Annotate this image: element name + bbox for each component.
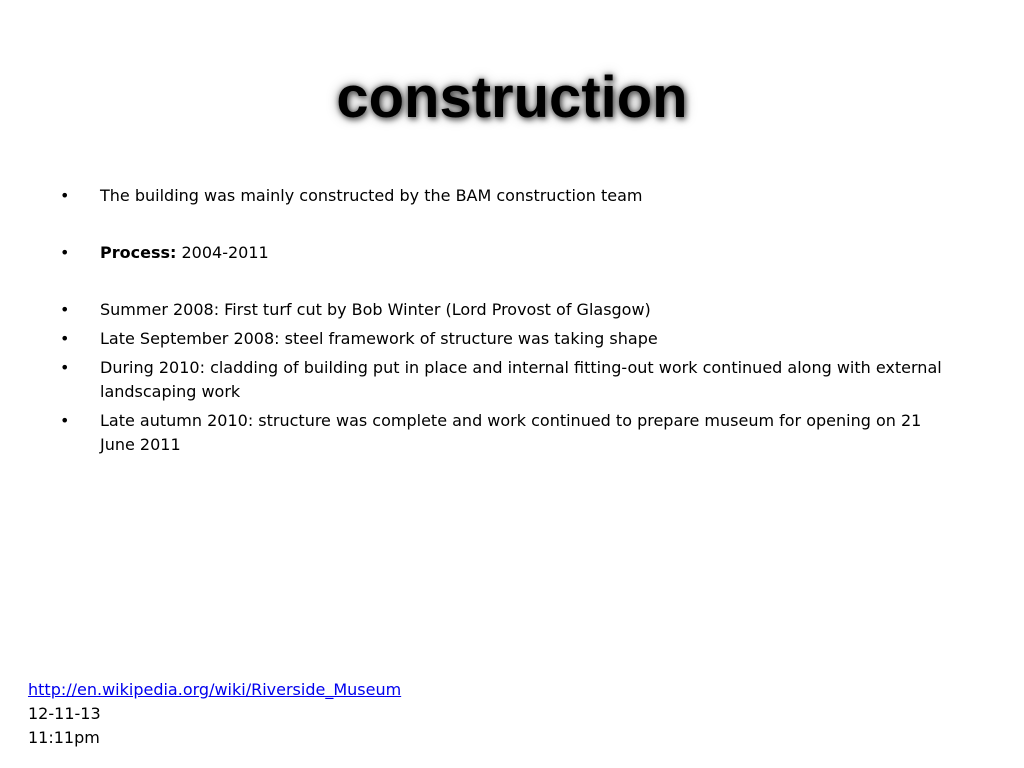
bullet-text: 2004-2011	[176, 243, 269, 262]
bullet-item	[60, 356, 960, 404]
bullet-glyph: •	[60, 186, 70, 205]
bullet-text: The building was mainly constructed by the BAM construction team	[100, 186, 643, 205]
bullet-glyph: •	[60, 329, 70, 348]
footer	[28, 678, 401, 750]
bullet-list	[60, 184, 960, 462]
bullet-item	[60, 327, 960, 351]
bullet-text: Late September 2008: steel framework of structure was taking shape	[100, 329, 658, 348]
footer-time: 11:11pm	[28, 728, 100, 747]
source-link[interactable]: http://en.wikipedia.org/wiki/Riverside_Museum	[28, 680, 402, 699]
bullet-item	[60, 298, 960, 322]
bullet-item	[60, 409, 960, 457]
bullet-label: Process:	[100, 243, 177, 262]
footer-date: 12-11-13	[28, 704, 101, 723]
slide-title: construction	[336, 65, 688, 130]
bullet-item	[60, 241, 960, 265]
bullet-text: Summer 2008: First turf cut by Bob Winter (Lord Provost of Glasgow)	[100, 300, 651, 319]
bullet-text: During 2010: cladding of building put in place and internal fitting-out work continued along with external landscaping work	[100, 358, 942, 401]
bullet-glyph: •	[60, 300, 70, 319]
bullet-text: Late autumn 2010: structure was complete and work continued to prepare museum for opening on 21 June 2011	[100, 411, 922, 454]
bullet-glyph: •	[60, 243, 70, 262]
bullet-item	[60, 184, 960, 208]
bullet-glyph: •	[60, 358, 70, 377]
bullet-glyph: •	[60, 411, 70, 430]
